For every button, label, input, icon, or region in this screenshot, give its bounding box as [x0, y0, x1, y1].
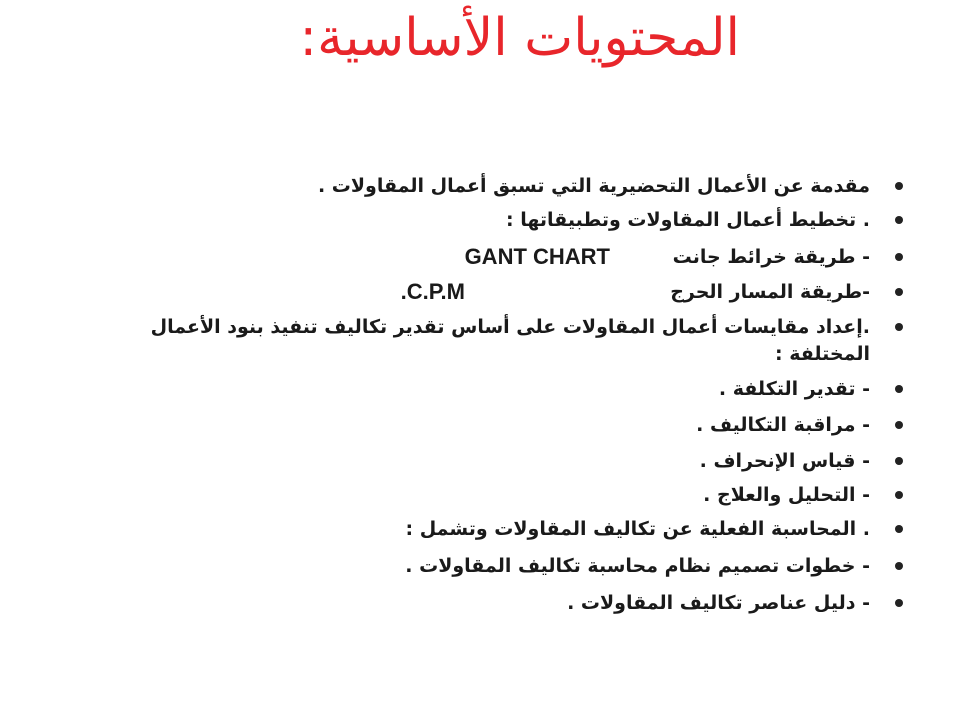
slide-title: المحتويات الأساسية:	[299, 8, 740, 68]
list-item	[0, 447, 960, 477]
bullet-icon	[895, 599, 903, 607]
list-item	[0, 172, 960, 202]
list-item	[0, 552, 960, 582]
bullet-icon	[895, 182, 903, 190]
bullet-text: مقدمة عن الأعمال التحضيرية التي تسبق أعمال المقاولات .	[317, 175, 870, 197]
bullet-icon	[895, 421, 903, 429]
bullet-text: - خطوات تصميم نظام محاسبة تكاليف المقاولات .	[405, 555, 870, 577]
bullet-latin-term: GANT CHART	[464, 244, 610, 269]
bullet-text: . تخطيط أعمال المقاولات وتطبيقاتها :	[505, 209, 870, 231]
bullet-icon	[895, 562, 903, 570]
bullet-icon	[895, 253, 903, 261]
list-item	[0, 411, 960, 441]
list-item	[0, 375, 960, 405]
bullet-text: . المحاسبة الفعلية عن تكاليف المقاولات وتشمل :	[405, 518, 870, 540]
list-item	[0, 515, 960, 545]
list-item	[0, 313, 960, 369]
bullet-text: - طريقة خرائط جانت	[672, 246, 870, 268]
list-item	[0, 206, 960, 236]
bullet-text-continuation: المختلفة :	[775, 343, 870, 365]
bullet-icon	[895, 457, 903, 465]
bullet-text: - قياس الإنحراف .	[699, 450, 870, 472]
bullet-text: - التحليل والعلاج .	[703, 484, 870, 506]
bullet-text: .إعداد مقايسات أعمال المقاولات على أساس تقدير تكاليف تنفيذ بنود الأعمال	[150, 316, 870, 338]
bullet-icon	[895, 385, 903, 393]
bullet-icon	[895, 491, 903, 499]
bullet-icon	[895, 323, 903, 331]
bullet-text: - تقدير التكلفة .	[718, 378, 870, 400]
bullet-text: - مراقبة التكاليف .	[696, 414, 870, 436]
list-item	[0, 278, 960, 308]
bullet-icon	[895, 525, 903, 533]
bullet-icon	[895, 216, 903, 224]
bullet-text: - دليل عناصر تكاليف المقاولات .	[567, 592, 870, 614]
bullet-icon	[895, 288, 903, 296]
list-item	[0, 481, 960, 511]
bullet-text: -طريقة المسار الحرج	[670, 281, 870, 303]
list-item	[0, 589, 960, 619]
bullet-latin-term: C.P.M.	[400, 279, 465, 304]
list-item	[0, 243, 960, 273]
